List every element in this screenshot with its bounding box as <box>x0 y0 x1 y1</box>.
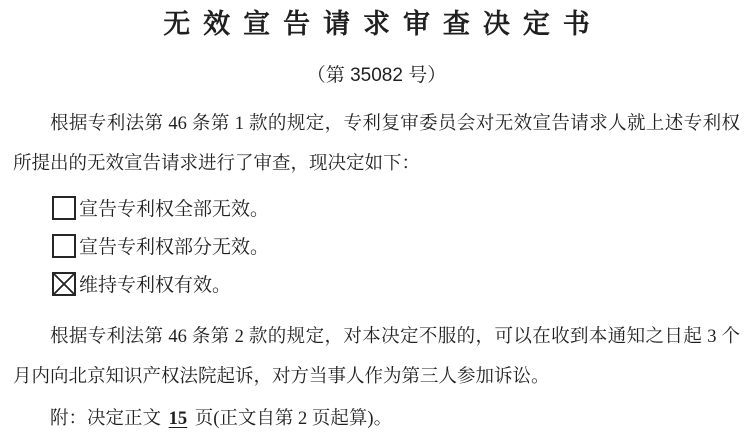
checkbox-partial-invalid-icon <box>52 234 76 258</box>
option-declare-partial-invalid <box>52 233 740 258</box>
doc-number: （第 35082 号） <box>306 65 447 86</box>
checkbox-all-invalid-icon <box>52 196 76 220</box>
option-declare-all-invalid <box>52 195 740 220</box>
paragraph-intro: 根据专利法第 46 条第 1 款的规定，专利复审委员会对无效宣告请求人就上述专利权所提出的无效宣告请求进行了审查，现决定如下： <box>13 114 740 174</box>
page-count-value: 15 <box>168 409 188 429</box>
option-label: 宣告专利权全部无效。 <box>79 199 270 220</box>
attachment-note <box>13 399 740 439</box>
option-label: 维持专利权有效。 <box>79 275 232 296</box>
attachment-suffix: 页(正文自第 2 页起算)。 <box>194 409 393 429</box>
option-label: 宣告专利权部分无效。 <box>79 237 270 258</box>
paragraph-appeal: 根据专利法第 46 条第 2 款的规定，对本决定不服的，可以在收到本通知之日起 3 个月内向北京知识产权法院起诉，对方当事人作为第三人参加诉讼。 <box>13 327 740 387</box>
decision-options <box>52 195 740 296</box>
document-page <box>0 8 756 440</box>
option-maintain-valid <box>52 271 740 296</box>
attachment-prefix: 附：决定正文 <box>50 409 162 429</box>
checkbox-maintain-valid-icon <box>52 272 76 296</box>
page-title: 无效宣告请求审查决定书 <box>163 9 603 39</box>
